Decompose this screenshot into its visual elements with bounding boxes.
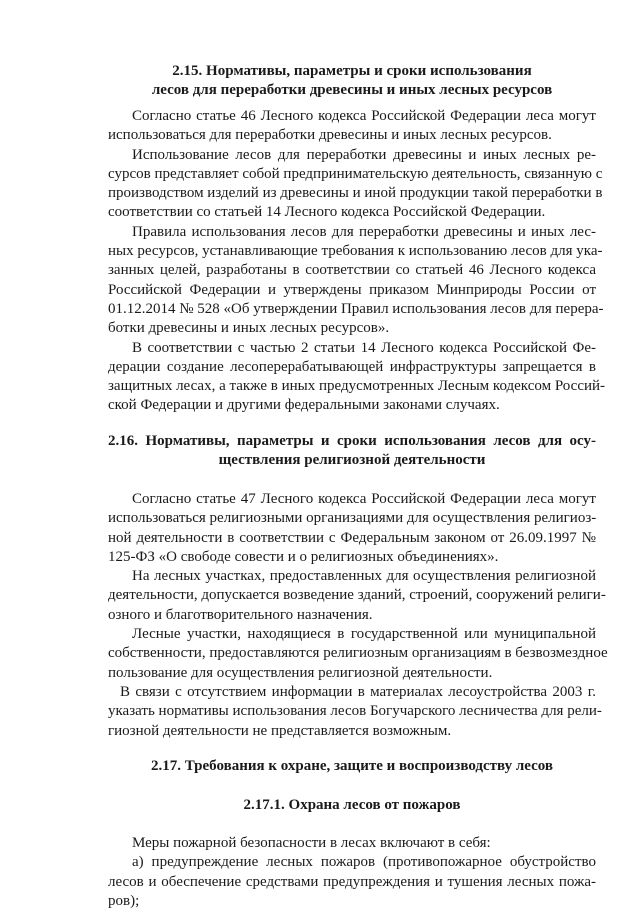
section-2-15-paragraph-3 — [108, 223, 604, 339]
text-line: ботки древесины и иных лесных ресурсов». — [108, 320, 390, 337]
heading-line: 2.16. Нормативы, параметры и сроки использования лесов для осу- — [108, 433, 596, 449]
section-2-17-heading — [108, 757, 596, 776]
text-line: Согласно статье 46 Лесного кодекса Российской Федерации леса могут — [132, 108, 596, 124]
text-line: В связи с отсутствием информации в материалах лесоустройства 2003 г. — [120, 684, 596, 700]
text-line: использоваться для переработки древесины и иных лесных ресурсов. — [108, 127, 552, 144]
text-line: озного и благотворительного назначения. — [108, 606, 373, 623]
heading-line: 2.17.1. Охрана лесов от пожаров — [243, 797, 461, 813]
text-line: 125-ФЗ «О свободе совести и о религиозных объединениях». — [108, 548, 499, 565]
text-line: производством изделий из древесины и иной продукции такой переработки в — [108, 185, 603, 202]
heading-line: 2.17. Требования к охране, защите и воспроизводству лесов — [151, 758, 553, 774]
heading-line: лесов для переработки древесины и иных лесных ресурсов — [151, 82, 553, 99]
section-2-16-heading — [108, 432, 596, 471]
text-line: защитных лесах, а также в иных предусмотренных Лесным кодексом Россий- — [108, 378, 606, 395]
text-line: ров); — [108, 892, 140, 909]
section-2-16-paragraph-1 — [108, 490, 596, 567]
text-line: Правила использования лесов для переработки древесины и иных лес- — [132, 223, 596, 240]
text-line: Лесные участки, находящиеся в государственной или муниципальной — [132, 626, 596, 643]
text-line: занных целей, разработаны в соответствии со статьей 46 Лесного кодекса — [108, 262, 596, 279]
section-2-17-1-paragraph-2 — [108, 853, 596, 911]
text-line: сурсов представляет собой предпринимательскую деятельность, связанную с — [108, 165, 603, 182]
text-line: деятельности, допускается возведение зданий, строений, сооружений религи- — [108, 587, 606, 604]
text-line: дерации создание лесоперерабатывающей инфраструктуры запрещается в — [108, 358, 596, 375]
text-line: а) предупреждение лесных пожаров (противопожарное обустройство — [132, 854, 596, 871]
heading-line: ществления религиозной деятельности — [218, 452, 486, 469]
section-2-16-paragraph-2 — [108, 567, 606, 625]
heading-line: 2.15. Нормативы, параметры и сроки использования — [172, 63, 532, 79]
text-line: ной деятельности в соответствии с Федеральным законом от 26.09.1997 № — [108, 529, 596, 546]
section-2-16-paragraph-3 — [108, 625, 608, 683]
section-2-15-paragraph-4 — [108, 339, 606, 416]
text-line: 01.12.2014 № 528 «Об утверждении Правил использования лесов для перера- — [108, 300, 604, 317]
text-line: указать нормативы использования лесов Богучарского лесничества для рели- — [108, 703, 602, 720]
text-line: гиозной деятельности не представляется возможным. — [108, 722, 452, 739]
text-line: собственности, предоставляются религиозным организациям в безвозмездное — [108, 645, 608, 662]
text-line: лесов и обеспечение средствами предупреждения и тушения лесных пожа- — [108, 873, 596, 890]
text-line: ской Федерации и другими федеральными законами случаях. — [108, 397, 500, 414]
text-line: Российской Федерации и утверждены приказом Минприроды России от — [108, 281, 596, 298]
text-line: пользование для осуществления религиозной деятельности. — [108, 664, 493, 681]
text-line: ных ресурсов, устанавливающие требования к использованию лесов для ука- — [108, 243, 603, 260]
text-line: соответствии со статьей 14 Лесного кодекса Российской Федерации. — [108, 204, 546, 221]
section-2-16-paragraph-4 — [108, 683, 602, 741]
section-2-15-heading — [108, 62, 596, 101]
section-2-17-1-paragraph-1 — [108, 834, 596, 853]
text-line: На лесных участках, предоставленных для осуществления религиозной — [132, 568, 596, 585]
text-line: Согласно статье 47 Лесного кодекса Российской Федерации леса могут — [132, 491, 596, 507]
section-2-15-paragraph-2 — [108, 146, 603, 223]
text-line: использоваться религиозными организациями для осуществления религиоз- — [108, 510, 597, 527]
text-line: Использование лесов для переработки древесины и иных лесных ре- — [132, 146, 596, 163]
section-2-17-1-heading — [108, 796, 596, 815]
section-2-15-paragraph-1 — [108, 107, 596, 146]
text-line: В соответствии с частью 2 статьи 14 Лесного кодекса Российской Фе- — [132, 339, 596, 356]
text-line: Меры пожарной безопасности в лесах включают в себя: — [132, 835, 491, 851]
